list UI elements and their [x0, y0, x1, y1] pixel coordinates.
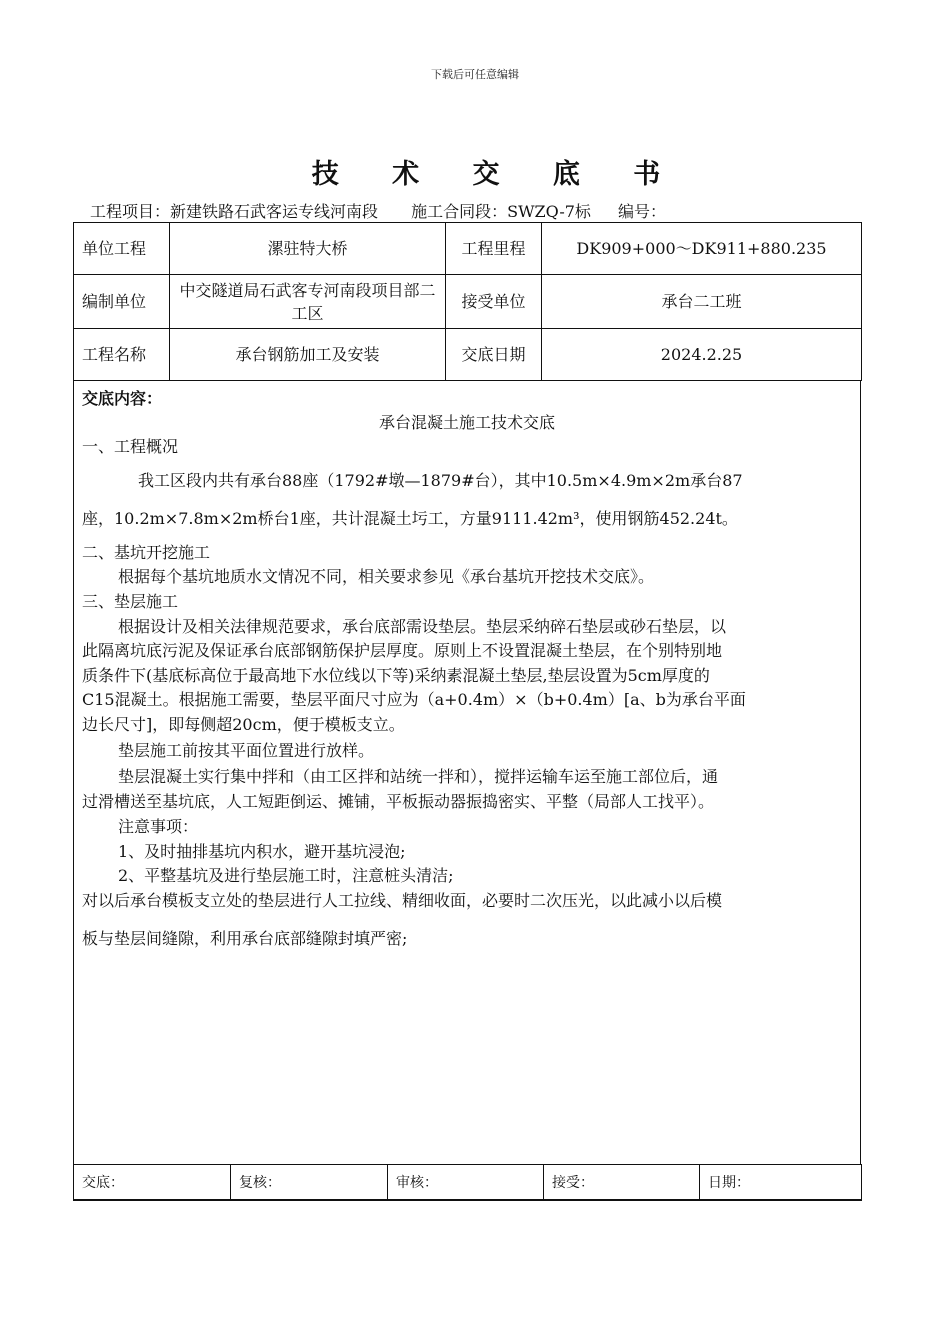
document-number: 编号：	[618, 202, 667, 221]
project-line	[90, 199, 666, 222]
section-1-para-line2: 座，10.2m×7.8m×2m桥台1座，共计混凝土圬工，方量9111.42m³，使用钢筋452.24t。	[82, 509, 738, 528]
section-3-para3-line2: 过滑槽送至基坑底，人工短距倒运、摊铺，平板振动器振捣密实、平整（局部人工找平）。	[82, 792, 715, 811]
value-receiver: 承台二工班	[542, 275, 862, 329]
info-row-unit	[74, 223, 862, 275]
section-3-para1-line5: 边长尺寸]，即每侧超20cm，便于模板支立。	[82, 715, 405, 734]
label-mileage: 工程里程	[446, 223, 542, 275]
sign-accept: 接受：	[544, 1165, 700, 1201]
note-2: 2、平整基坑及进行垫层施工时，注意桩头清洁;	[118, 866, 454, 885]
project-name: 工程项目：新建铁路石武客运专线河南段	[90, 202, 379, 221]
section-3-title: 三、垫层施工	[82, 592, 179, 611]
sign-audit: 审核：	[388, 1165, 544, 1201]
info-table	[73, 222, 862, 381]
section-3-para1-line1: 根据设计及相关法律规范要求，承台底部需设垫层。垫层采纳碎石垫层或砂石垫层，以	[118, 617, 727, 636]
note-1: 1、及时抽排基坑内积水，避开基坑浸泡;	[118, 842, 406, 861]
section-2-para: 根据每个基坑地质水文情况不同，相关要求参见《承台基坑开挖技术交底》。	[118, 567, 655, 586]
sign-handover: 交底：	[74, 1165, 231, 1201]
value-unit-project: 漯驻特大桥	[170, 223, 446, 275]
notes-title: 注意事项：	[118, 817, 199, 836]
section-3-para1-line2: 此隔离坑底污泥及保证承台底部钢筋保护层厚度。原则上不设置混凝土垫层，在个别特别地	[82, 641, 723, 660]
content-subtitle: 承台混凝土施工技术交底	[378, 413, 555, 432]
value-date: 2024.2.25	[542, 329, 862, 381]
watermark-text: 下载后可任意编辑	[431, 68, 519, 81]
content-header: 交底内容：	[82, 389, 163, 408]
label-date: 交底日期	[446, 329, 542, 381]
section-1-para-line1: 我工区段内共有承台88座（1792#墩—1879#台），其中10.5m×4.9m×2m承台87	[138, 471, 743, 490]
section-1-title: 一、工程概况	[82, 437, 179, 456]
note-3-line2: 板与垫层间缝隙，利用承台底部缝隙封填严密;	[82, 929, 408, 948]
info-row-org	[74, 275, 862, 329]
sign-date: 日期：	[700, 1165, 862, 1201]
note-3-line1: 对以后承台模板支立处的垫层进行人工拉线、精细收面，必要时二次压光，以此减小以后模	[82, 891, 723, 910]
sign-review: 复核：	[231, 1165, 388, 1201]
contract-section: 施工合同段：SWZQ-7标	[411, 202, 591, 221]
section-3-para3-line1: 垫层混凝土实行集中拌和（由工区拌和站统一拌和），搅拌运输车运至施工部位后，通	[118, 767, 719, 786]
content-box	[73, 380, 861, 1165]
label-unit-project: 单位工程	[74, 223, 170, 275]
value-compiler: 中交隧道局石武客专河南段项目部二工区	[170, 275, 446, 329]
value-work-name: 承台钢筋加工及安装	[170, 329, 446, 381]
value-mileage: DK909+000～DK911+880.235	[542, 223, 862, 275]
section-3-para2: 垫层施工前按其平面位置进行放样。	[118, 741, 375, 760]
label-work-name: 工程名称	[74, 329, 170, 381]
section-3-para1-line4: C15混凝土。根据施工需要，垫层平面尺寸应为（a+0.4m）×（b+0.4m）[a、b为承台平面	[82, 690, 746, 709]
info-row-name	[74, 329, 862, 381]
document-title: 技 术 交 底 书	[311, 159, 683, 190]
label-receiver: 接受单位	[446, 275, 542, 329]
section-2-title: 二、基坑开挖施工	[82, 543, 211, 562]
label-compiler: 编制单位	[74, 275, 170, 329]
signature-row	[73, 1164, 862, 1201]
section-3-para1-line3: 质条件下(基底标高位于最高地下水位线以下等)采纳素混凝土垫层,垫层设置为5cm厚度的	[82, 666, 710, 685]
